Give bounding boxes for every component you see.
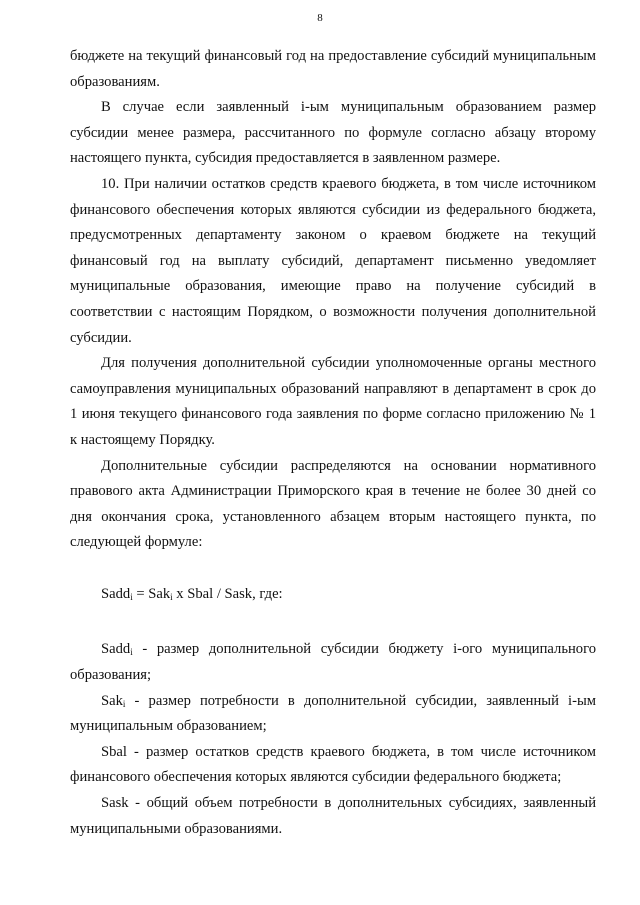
paragraph-declared-amount: В случае если заявленный i-ым муниципальным образованием размер субсидии менее размера, рассчитанного по формуле согласно абзацу второму настоящего пункта, субсидия предоставляется в заявленном размере. bbox=[70, 99, 596, 167]
definition-text: - размер остатков средств краевого бюджета, в том числе источником финансового обеспечения которых являются субсидии федерального бюджета; bbox=[70, 743, 596, 786]
paragraph-application: Для получения дополнительной субсидии уполномоченные органы местного самоуправления муниципальных образований направляют в департамент в срок до 1 июня текущего финансового года заявления по форме согласно приложению № 1 к настоящему Порядку. bbox=[70, 355, 596, 448]
definition-text: - размер дополнительной субсидии бюджету i-ого муниципального образования; bbox=[70, 641, 596, 684]
definition-subscript: i bbox=[130, 647, 133, 658]
formula-term1-subscript: i bbox=[170, 591, 173, 602]
page-number: 8 bbox=[317, 12, 323, 24]
paragraph-item-10: 10. При наличии остатков средств краевого бюджета, в том числе источником финансового обеспечения которых являются субсидии из федерального бюджета, предусмотренных департаменту законом о краевом бюджете на текущий финансовый год на выплату субсидий, департамент письменно уведомляет муниципальные образования, имеющие право на получение субсидий в соответствии с настоящим Порядком, о возможности получения дополнительной субсидии. bbox=[70, 175, 596, 346]
definition-sbal bbox=[70, 740, 596, 791]
formula bbox=[70, 582, 596, 608]
formula-rest: x Sbal / Sask, где: bbox=[172, 585, 283, 602]
definition-symbol: Sak bbox=[101, 692, 123, 709]
definition-symbol: Sask bbox=[101, 795, 129, 812]
formula-lhs: Sadd bbox=[101, 585, 131, 602]
definition-text: - общий объем потребности в дополнительных субсидиях, заявленный муниципальными образованиями. bbox=[70, 795, 596, 837]
definition-text: - размер потребности в дополнительной субсидии, заявленный i-ым муниципальным образованием; bbox=[70, 692, 596, 735]
definition-sask bbox=[70, 791, 596, 842]
definition-subscript: i bbox=[122, 698, 126, 709]
definition-symbol: Sadd bbox=[101, 641, 131, 658]
definition-sadd bbox=[70, 637, 596, 688]
definition-sak bbox=[70, 689, 596, 740]
document-body bbox=[70, 44, 596, 842]
definition-symbol: Sbal bbox=[101, 743, 127, 760]
formula-term1: Sak bbox=[148, 585, 171, 602]
formula-equals: = bbox=[132, 585, 149, 602]
paragraph-continuation: бюджете на текущий финансовый год на предоставление субсидий муниципальным образованиям. bbox=[70, 48, 596, 90]
paragraph-distribution: Дополнительные субсидии распределяются на основании нормативного правового акта Администрации Приморского края в течение не более 30 дней со дня окончания срока, установленного абзацем вторым настоящего пункта, по следующей формуле: bbox=[70, 457, 596, 551]
formula-lhs-subscript: i bbox=[130, 591, 133, 602]
